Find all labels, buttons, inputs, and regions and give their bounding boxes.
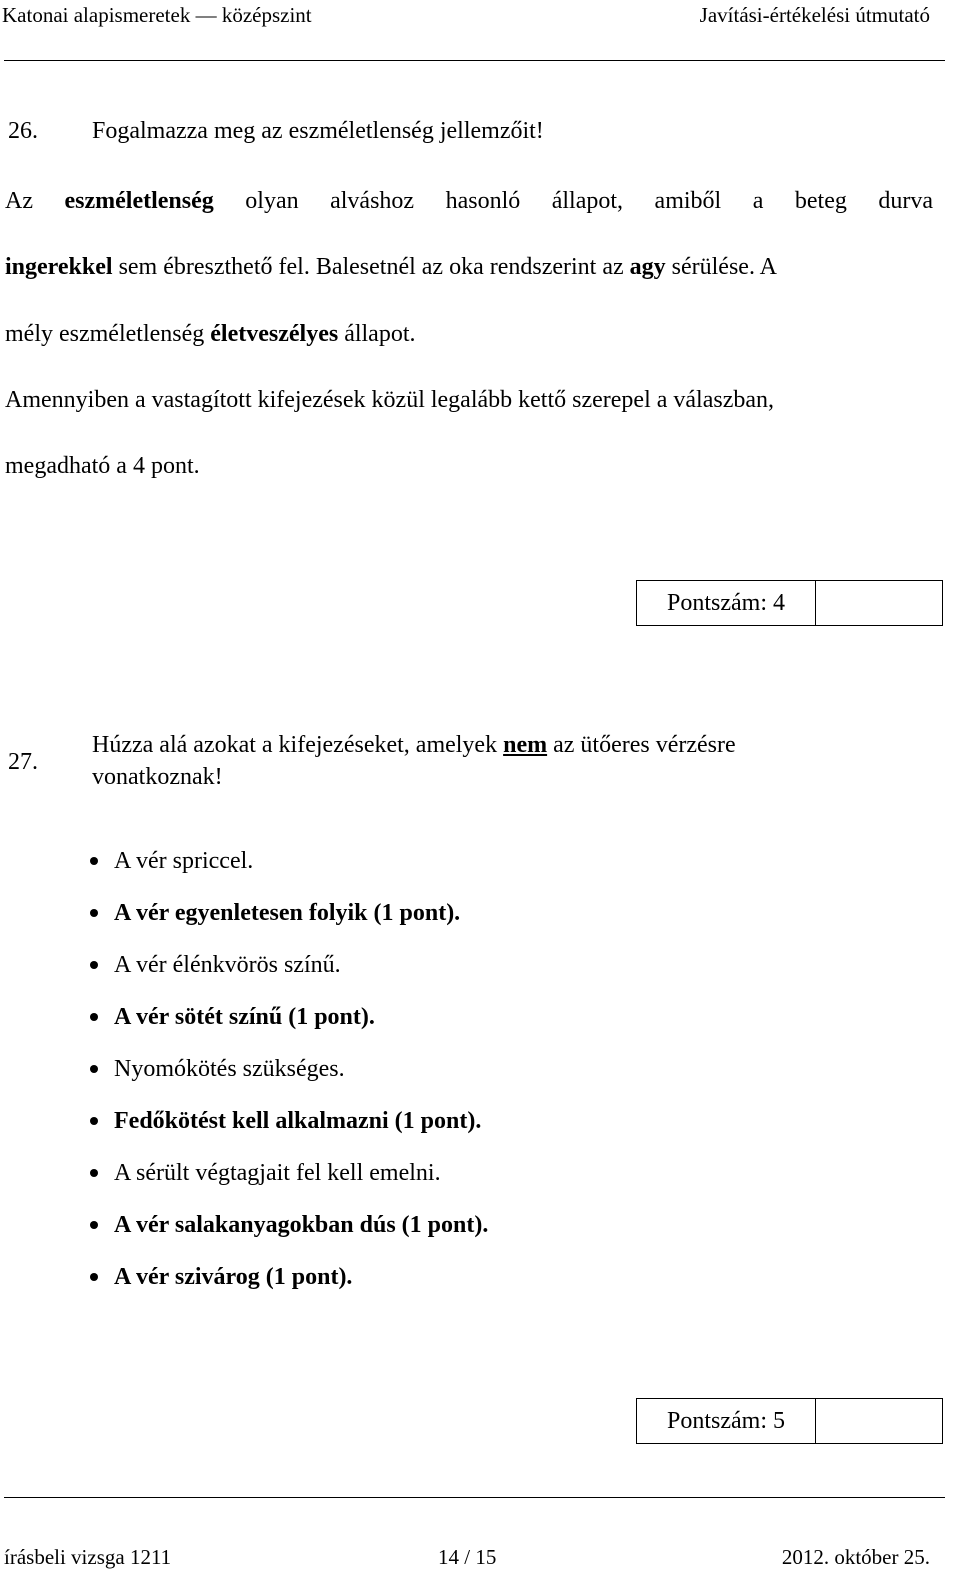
bullet-icon — [90, 961, 98, 969]
answer-26-line-2: ingerekkel sem ébreszthető fel. Balesetnél az oka rendszerint az agy sérülése. A — [5, 254, 777, 280]
answer-26-line-3: mély eszméletlenség életveszélyes állapot. — [5, 321, 416, 347]
header-left: Katonai alapismeretek — középszint — [2, 3, 312, 27]
list-item: A vér élénkvörös színű. — [90, 947, 488, 999]
list-item: A sérült végtagjait fel kell emelni. — [90, 1155, 488, 1207]
bullet-icon — [90, 857, 98, 865]
header-right: Javítási-értékelési útmutató — [699, 3, 930, 27]
list-item: Fedőkötést kell alkalmazni (1 pont). — [90, 1103, 488, 1155]
list-item: Nyomókötés szükséges. — [90, 1051, 488, 1103]
question-27-text-line-2: vonatkoznak! — [92, 764, 223, 790]
question-26-number: 26. — [8, 118, 38, 144]
bullet-icon — [90, 1065, 98, 1073]
answer-27-list — [90, 843, 488, 1311]
scoring-note-line-2: megadható a 4 pont. — [5, 453, 200, 479]
footer-divider — [4, 1497, 945, 1498]
bullet-icon — [90, 1273, 98, 1281]
bullet-icon — [90, 909, 98, 917]
bullet-icon — [90, 1221, 98, 1229]
bullet-icon — [90, 1169, 98, 1177]
list-item: A vér sötét színű (1 pont). — [90, 999, 488, 1051]
footer-center: 14 / 15 — [438, 1545, 497, 1569]
question-27-number: 27. — [8, 749, 38, 775]
question-26-text: Fogalmazza meg az eszméletlenség jellemzőit! — [92, 118, 544, 144]
footer-right: 2012. október 25. — [781, 1545, 930, 1569]
score-box-26 — [636, 580, 943, 626]
list-item: A vér salakanyagokban dús (1 pont). — [90, 1207, 488, 1259]
question-27-text-line-1: Húzza alá azokat a kifejezéseket, amelyek nem az ütőeres vérzésre — [92, 732, 736, 758]
list-item: A vér szivárog (1 pont). — [90, 1259, 488, 1311]
header-divider — [4, 60, 945, 61]
bullet-icon — [90, 1013, 98, 1021]
score-label-27: Pontszám: 5 — [637, 1399, 816, 1443]
score-entry-cell-26 — [816, 581, 942, 625]
footer-left: írásbeli vizsga 1211 — [4, 1545, 172, 1569]
score-entry-cell-27 — [816, 1399, 942, 1443]
score-label-26: Pontszám: 4 — [637, 581, 816, 625]
answer-26-line-1: Az eszméletlenség olyan alváshoz hasonló állapot, amiből a beteg durva — [5, 188, 934, 214]
bullet-icon — [90, 1117, 98, 1125]
list-item: A vér egyenletesen folyik (1 pont). — [90, 895, 488, 947]
scoring-note-line-1: Amennyiben a vastagított kifejezések közül legalább kettő szerepel a válaszban, — [5, 387, 775, 413]
list-item: A vér spriccel. — [90, 843, 488, 895]
score-box-27 — [636, 1398, 943, 1444]
